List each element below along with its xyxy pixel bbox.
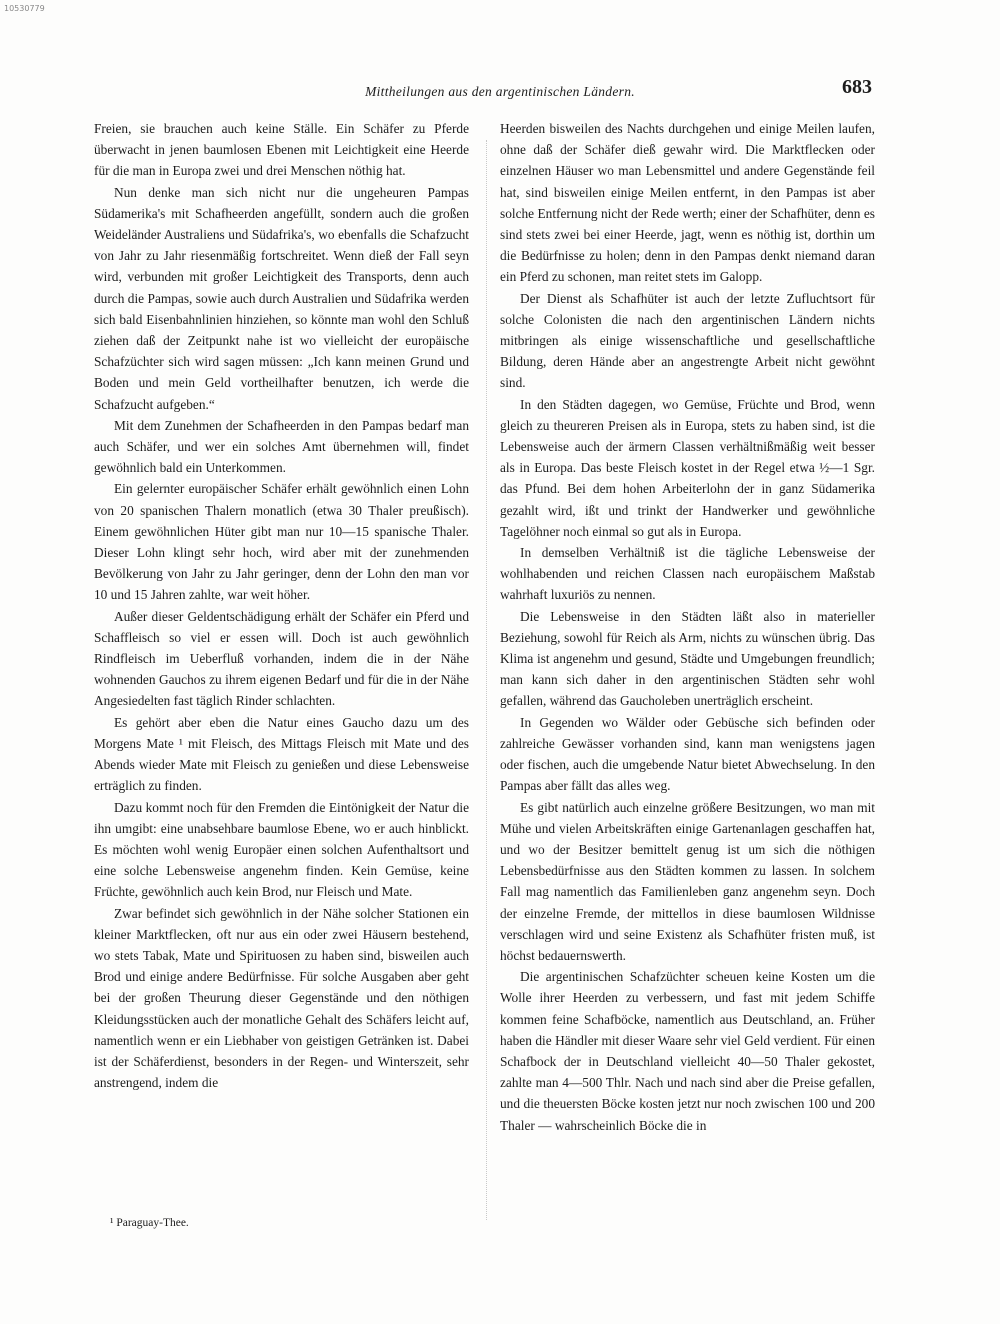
- left-paragraph-4: Ein gelernter europäischer Schäfer erhält gewöhnlich einen Lohn von 20 spanischen Thalern monatlich (etwa 30 Thaler preußisch). Einem gewöhnlichen Hüter gibt man nur 10—15 spanische Thaler. Dieser Lohn klingt sehr hoch, wird aber mit der zunehmenden Bevölkerung von Jahr zu Jahr geringer, denn der Lohn den man vor 10 und 15 Jahren zahlte, war weit höher.: [94, 481, 469, 603]
- left-column: [94, 118, 469, 1093]
- running-head: Mittheilungen aus den argentinischen Ländern.: [365, 84, 635, 99]
- left-paragraph-2: Nun denke man sich nicht nur die ungeheuren Pampas Südamerika's mit Schafheerden angefüllt, sondern auch die großen Weideländer Australiens und Südafrika's, wo ebenfalls die Schafzucht von Jahr zu Jahr riesenmäßig fortschreitet. Wenn dieß der Fall seyn wird, verbunden mit großer Leichtigkeit des Transports, denn auch durch die Pampas, sowie auch durch Australien und Südafrika werden sich bald Eisenbahnlinien hinziehen, so könnte man wohl den Schluß ziehen daß der Zeitpunkt nahe ist wo vielleicht der europäische Schafzüchter sich wird sagen müssen: „Ich kann meinen Grund und Boden und mein Geld vortheilhafter benutzen, ich werde die Schafzucht aufgeben.“: [94, 184, 469, 412]
- left-paragraph-3: Mit dem Zunehmen der Schafheerden in den Pampas bedarf man auch Schäfer, und wer ein solches Amt übernehmen will, findet gewöhnlich bald ein Unterkommen.: [94, 417, 469, 476]
- left-paragraph-8: Zwar befindet sich gewöhnlich in der Nähe solcher Stationen ein kleiner Marktflecken, oft nur aus ein oder zwei Häusern bestehend, wo stets Tabak, Mate und Spirituosen zu haben sind, bisweilen auch Brod und einige andere Bedürfnisse. Für solche Ausgaben aber geht bei der großen Theurung dieser Gegenstände und den nöthigen Kleidungsstücken auch der monatliche Gehalt des Schäfers leicht auf, namentlich wenn er ein Liebhaber von geistigen Getränken ist. Dabei ist der Schäferdienst, besonders in der Regen- und Winterszeit, sehr anstrengend, indem die: [94, 905, 469, 1091]
- right-paragraph-5: Die Lebensweise in den Städten läßt also in materieller Beziehung, sowohl für Reich als Arm, nichts zu wünschen übrig. Das Klima ist angenehm und gesund, Städte und Umgebungen freundlich; man kann sich daher in den argentinischen Städten sehr wohl gefallen, während das Gaucholeben unerträglich erscheint.: [500, 608, 875, 709]
- right-paragraph-7: Es gibt natürlich auch einzelne größere Besitzungen, wo man mit Mühe und vielen Arbeitskräften einige Gartenanlagen geschaffen hat, und wo der Besitzer bemittelt genug ist um sich die nöthigen Lebensbedürfnisse aus den Städten kommen zu lassen. In solchem Fall mag namentlich das Familienleben ganz angenehm seyn. Doch der einzelne Fremde, der mittellos in diese baumlosen Wildnisse verschlagen wird und seine Existenz als Schafhüter fristen muß, ist höchst bedauernswerth.: [500, 799, 875, 963]
- right-column: [500, 118, 875, 1136]
- right-paragraph-8: Die argentinischen Schafzüchter scheuen keine Kosten um die Wolle ihrer Heerden zu verbessern, und fast mit jedem Schiffe kommen feine Schafböcke, namentlich aus Deutschland, an. Früher haben die Händler mit dieser Waare sehr viel Geld verdient. Für einen Schafbock der in Deutschland vielleicht 40—50 Thaler gekostet, zahlte man 4—500 Thlr. Nach und nach sind aber die Preise gefallen, und die theuersten Böcke kosten jetzt nur noch zwischen 100 und 200 Thaler — wahrscheinlich Böcke die in: [500, 969, 875, 1133]
- column-divider: [486, 140, 487, 1220]
- left-paragraph-6: Es gehört aber eben die Natur eines Gaucho dazu um des Morgens Mate ¹ mit Fleisch, des Mittags Fleisch mit Mate und des Abends wieder Mate mit Fleisch zu genießen und diese Lebensweise erträglich zu finden.: [94, 714, 469, 794]
- right-paragraph-3: In den Städten dagegen, wo Gemüse, Früchte und Brod, wenn gleich zu theureren Preisen als in Europa, stets zu haben sind, ist die Lebensweise auch der ärmern Classen verhältnißmäßig weit besser als in Europa. Das beste Fleisch kostet in der Regel etwa ½—1 Sgr. das Pfund. Bei dem hohen Arbeiterlohn der in ganz Südamerika gezahlt wird, ißt und trinkt der Handwerker und gewöhnliche Tagelöhner noch einmal so gut als in Europa.: [500, 396, 875, 539]
- page-number: 683: [842, 76, 872, 98]
- left-paragraph-5: Außer dieser Geldentschädigung erhält der Schäfer ein Pferd und Schaffleisch so viel er essen will. Doch ist auch gewöhnlich Rindfleisch im Ueberfluß vorhanden, indem die in der Nähe wohnenden Gauchos zu ihrem eigenen Bedarf und für die in der Nähe Angesiedelten fast täglich Rinder schlachten.: [94, 608, 469, 709]
- left-paragraph-7: Dazu kommt noch für den Fremden die Eintönigkeit der Natur die ihn umgibt: eine unabsehbare baumlose Ebene, wo er auch hinblickt. Es möchten wohl wenig Europäer einen solchen Aufenthaltsort und eine solche Lebensweise angenehm finden. Kein Gemüse, keine Früchte, gewöhnlich auch kein Brod, nur Fleisch und Mate.: [94, 799, 469, 900]
- scan-id-label: 10530779: [4, 4, 45, 13]
- right-paragraph-1: Heerden bisweilen des Nachts durchgehen und einige Meilen laufen, ohne daß der Schäfer dieß gewahr wird. Die Marktflecken oder einzelnen Häuser wo man Lebensmittel und andere Gegenstände feil hat, sind bisweilen einige Meilen entfernt, in den Pampas ist aber solche Entfernung nicht der Rede werth; einer der Schafhüter, denn es sind stets zwei bei einer Heerde, jagt, wenn es nöthig ist, dorthin um die Bedürfnisse zu holen; denn in den Pampas denkt niemand daran ein Pferd zu schonen, man reitet stets im Galopp.: [500, 121, 875, 285]
- right-paragraph-6: In Gegenden wo Wälder oder Gebüsche sich befinden oder zahlreiche Gewässer vorhanden sind, kann man wenigstens jagen oder fischen, auch die umgebende Natur bietet Abwechselung. In den Pampas aber fällt das alles weg.: [500, 714, 875, 794]
- right-paragraph-4: In demselben Verhältniß ist die tägliche Lebensweise der wohlhabenden und reichen Classen nach europäischem Maßstab wahrhaft luxuriös zu nennen.: [500, 545, 875, 603]
- footnote: ¹ Paraguay-Thee.: [110, 1217, 189, 1229]
- right-paragraph-2: Der Dienst als Schafhüter ist auch der letzte Zufluchtsort für solche Colonisten die nach den argentinischen Ländern nichts mitbringen als einige wissenschaftliche und gesellschaftliche Bildung, deren Hände aber an angestrengte Arbeit nicht gewöhnt sind.: [500, 290, 875, 391]
- left-paragraph-1: Freien, sie brauchen auch keine Ställe. Ein Schäfer zu Pferde überwacht in jenen baumlosen Ebenen mit Leichtigkeit eine Heerde für die man in Europa zwei und drei Menschen nöthig hat.: [94, 121, 469, 179]
